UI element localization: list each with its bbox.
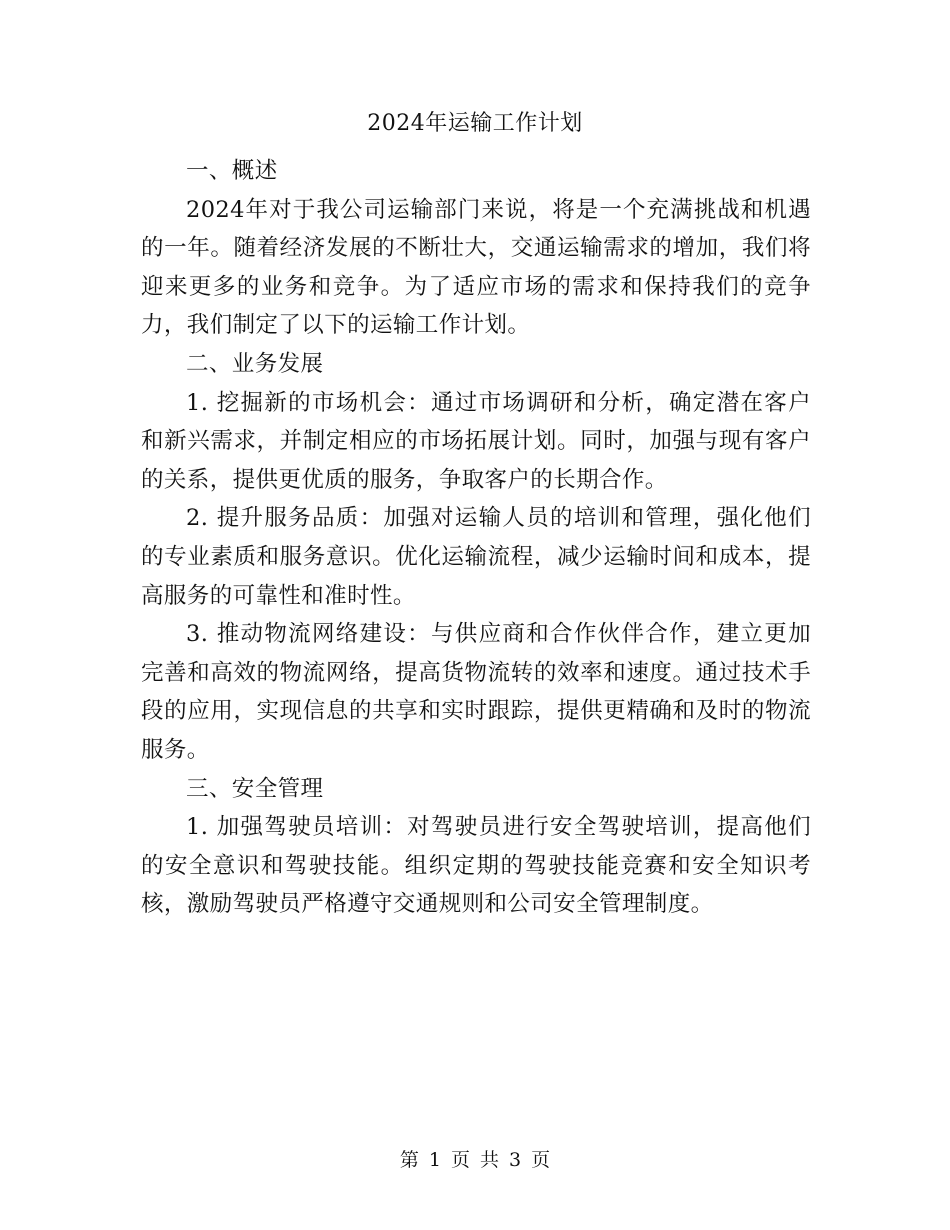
section-heading-safety: 三、安全管理: [186, 775, 324, 802]
paragraph-business-item-3: 3. 推动物流网络建设：与供应商和合作伙伴合作，建立更加完善和高效的物流网络，提高货物流转的效率和速度。通过技术手段的应用，实现信息的共享和实时跟踪，提供更精确和及时的物流服务。: [141, 621, 811, 763]
paragraph-business-item-1: 1. 挖掘新的市场机会：通过市场调研和分析，确定潜在客户和新兴需求，并制定相应的市场拓展计划。同时，加强与现有客户的关系，提供更优质的服务，争取客户的长期合作。: [141, 389, 811, 493]
page-number-footer: 第 1 页 共 3 页: [399, 1149, 551, 1171]
document-body: [141, 152, 811, 924]
document-title: 2024年运输工作计划: [367, 111, 583, 136]
paragraph-safety-item-1: 1. 加强驾驶员培训：对驾驶员进行安全驾驶培训，提高他们的安全意识和驾驶技能。组织定期的驾驶技能竞赛和安全知识考核，激励驾驶员严格遵守交通规则和公司安全管理制度。: [141, 814, 811, 918]
paragraph-business-item-2: 2. 提升服务品质：加强对运输人员的培训和管理，强化他们的专业素质和服务意识。优化运输流程，减少运输时间和成本，提高服务的可靠性和准时性。: [141, 505, 811, 609]
section-heading-business: 二、业务发展: [186, 350, 324, 377]
section-heading-overview: 一、概述: [186, 158, 278, 184]
paragraph-overview: 2024年对于我公司运输部门来说，将是一个充满挑战和机遇的一年。随着经济发展的不断壮大，交通运输需求的增加，我们将迎来更多的业务和竞争。为了适应市场的需求和保持我们的竞争力，我们制定了以下的运输工作计划。: [141, 196, 811, 339]
